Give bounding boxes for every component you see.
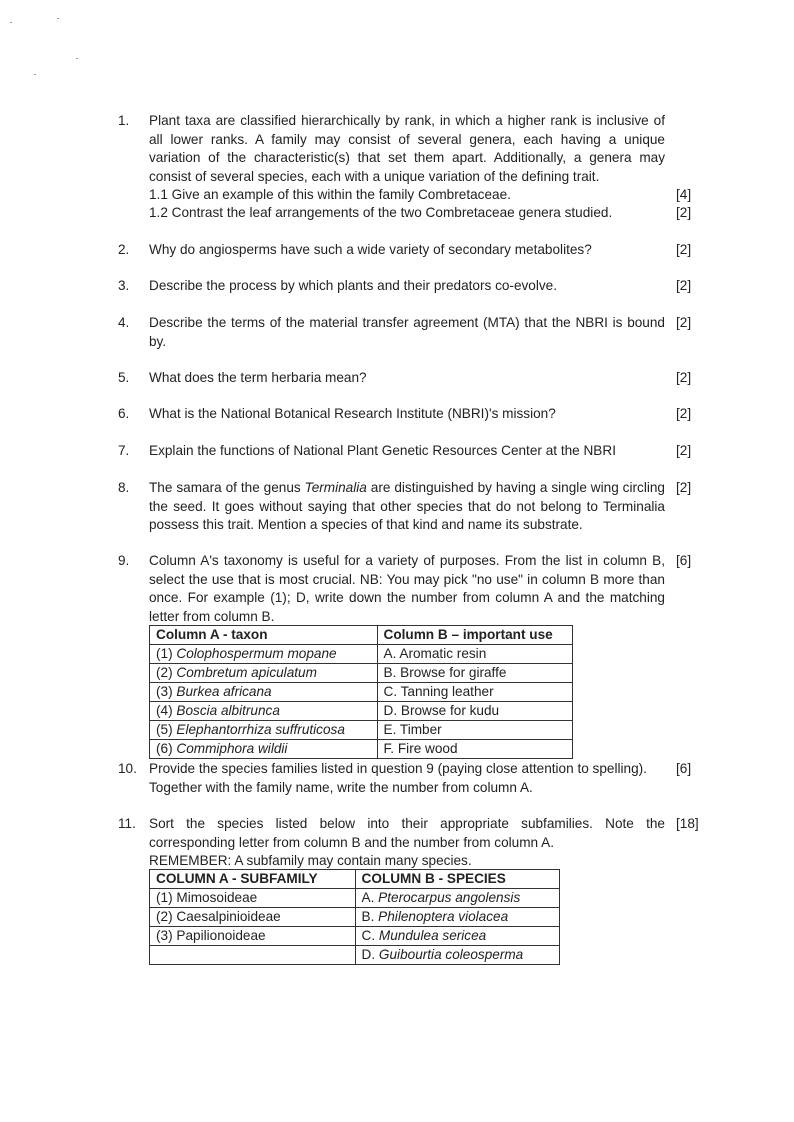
taxon-name: Colophospermum mopane — [176, 646, 337, 661]
taxon-name: Commiphora wildii — [176, 741, 288, 756]
species-letter: A. — [361, 890, 379, 905]
question-text: What is the National Botanical Research Institute (NBRI)'s mission? — [149, 406, 556, 421]
question-text-part: The samara of the genus — [149, 480, 305, 495]
taxon-name: Elephantorrhiza suffruticosa — [176, 722, 345, 737]
taxon-name: Burkea africana — [176, 684, 272, 699]
question-number: 6. — [118, 406, 130, 421]
mark-allocation: [2] — [676, 406, 692, 421]
use-cell: C. Tanning leather — [377, 683, 572, 702]
subquestion-text: 1.2 Contrast the leaf arrangements of the two Combretaceae genera studied. — [149, 205, 613, 220]
table-row — [150, 702, 573, 721]
taxon-number: (5) — [156, 722, 177, 737]
table-row — [150, 740, 573, 759]
question-text: Plant taxa are classified hierarchically by rank, in which a higher rank is inclusive of all lower ranks. A family may consist of several genera, each having a unique variation of the characteristic(s) that set them apart. Additionally, a genera may consist of several species, each with a unique variation of the defining trait. — [149, 113, 665, 184]
question-text: Sort the species listed below into their appropriate subfamilies. Note the corresponding letter from column B and the number from column A. — [149, 816, 665, 850]
scan-speck — [57, 18, 59, 19]
subfamily-cell — [150, 946, 356, 965]
question-text: Explain the functions of National Plant Genetic Resources Center at the NBRI — [149, 443, 616, 458]
taxon-cell — [150, 645, 378, 664]
taxon-number: (1) — [156, 646, 177, 661]
species-letter: D. — [361, 947, 379, 962]
subquestion-text: 1.1 Give an example of this within the family Combretaceae. — [149, 187, 511, 202]
mark-allocation: [6] — [676, 761, 692, 776]
question-number: 5. — [118, 370, 130, 385]
species-letter: C. — [361, 928, 379, 943]
table-row — [150, 946, 560, 965]
question-text: Column A's taxonomy is useful for a variety of purposes. From the list in column B, select the use that is most crucial. NB: You may pick "no use" in column B more than once. For example (1); D, write down the number from column A and the matching letter from column B. — [149, 553, 665, 624]
use-cell: E. Timber — [377, 721, 572, 740]
question-number: 10. — [118, 761, 137, 776]
mark-allocation: [2] — [676, 278, 692, 293]
species-name: Pterocarpus angolensis — [378, 890, 521, 905]
use-cell: B. Browse for giraffe — [377, 664, 572, 683]
table-row — [150, 664, 573, 683]
subfamily-cell: (2) Caesalpinioideae — [150, 908, 356, 927]
question-text: Why do angiosperms have such a wide variety of secondary metabolites? — [149, 242, 592, 257]
mark-allocation: [2] — [676, 370, 692, 385]
use-cell: F. Fire wood — [377, 740, 572, 759]
species-name: Mundulea sericea — [378, 928, 487, 943]
question-number: 11. — [118, 816, 136, 831]
taxon-cell — [150, 740, 378, 759]
column-header: Column A - taxon — [150, 626, 378, 645]
table-row — [150, 645, 573, 664]
species-cell — [355, 889, 559, 908]
table-header-row — [150, 626, 573, 645]
question-number: 3. — [118, 278, 130, 293]
mark-allocation: [18] — [676, 816, 699, 831]
table-header-row — [150, 870, 560, 889]
taxon-cell — [150, 721, 378, 740]
taxon-cell — [150, 702, 378, 721]
question-text: What does the term herbaria mean? — [149, 370, 367, 385]
column-header: Column B – important use — [377, 626, 572, 645]
taxon-name: Boscia albitrunca — [176, 703, 280, 718]
species-cell — [355, 946, 559, 965]
taxon-cell — [150, 664, 378, 683]
taxon-number: (6) — [156, 741, 177, 756]
species-name: Philenoptera violacea — [378, 909, 509, 924]
taxon-number: (3) — [156, 684, 177, 699]
question-note: REMEMBER: A subfamily may contain many species. — [149, 853, 472, 868]
taxon-cell — [150, 683, 378, 702]
subfamily-cell: (1) Mimosoideae — [150, 889, 356, 908]
use-cell: D. Browse for kudu — [377, 702, 572, 721]
question-number: 1. — [118, 113, 130, 128]
mark-allocation: [2] — [676, 242, 692, 257]
question-text: Describe the terms of the material transfer agreement (MTA) that the NBRI is bound by. — [149, 315, 665, 349]
question-text: Describe the process by which plants and their predators co-evolve. — [149, 278, 558, 293]
mark-allocation: [2] — [676, 443, 692, 458]
mark-allocation: [6] — [676, 553, 692, 568]
question-number: 2. — [118, 242, 130, 257]
genus-name: Terminalia — [304, 480, 367, 495]
question-number: 4. — [118, 315, 130, 330]
taxon-number: (2) — [156, 665, 177, 680]
species-cell — [355, 908, 559, 927]
taxon-name: Combretum apiculatum — [176, 665, 317, 680]
table-row — [150, 908, 560, 927]
mark-allocation: [2] — [676, 315, 692, 330]
subfamily-species-table — [149, 869, 560, 965]
question-number: 9. — [118, 553, 130, 568]
table-row — [150, 683, 573, 702]
table-row — [150, 889, 560, 908]
species-name: Guibourtia coleosperma — [378, 947, 524, 962]
subfamily-cell: (3) Papilionoideae — [150, 927, 356, 946]
question-number: 8. — [118, 480, 130, 495]
mark-allocation: [4] — [676, 187, 692, 202]
use-cell: A. Aromatic resin — [377, 645, 572, 664]
species-cell — [355, 927, 559, 946]
taxon-number: (4) — [156, 703, 177, 718]
scan-speck — [10, 22, 12, 23]
question-text-part: are distinguished by having a single wing circling the seed. It goes without saying that other species that do not belong to Terminalia possess this trait. Mention a species of that kind and name its substrate. — [149, 480, 665, 533]
column-header: COLUMN A - SUBFAMILY — [150, 870, 356, 889]
question-number: 7. — [118, 443, 130, 458]
species-letter: B. — [361, 909, 379, 924]
question-text: Provide the species families listed in question 9 (paying close attention to spelling). Together with the family name, write the number from column A. — [149, 761, 647, 795]
question-text — [149, 479, 665, 535]
scan-speck — [76, 58, 78, 59]
column-header: COLUMN B - SPECIES — [355, 870, 559, 889]
scan-speck — [34, 74, 36, 75]
mark-allocation: [2] — [676, 205, 692, 220]
table-row — [150, 721, 573, 740]
taxon-use-table — [149, 625, 573, 759]
mark-allocation: [2] — [676, 480, 692, 495]
table-row — [150, 927, 560, 946]
